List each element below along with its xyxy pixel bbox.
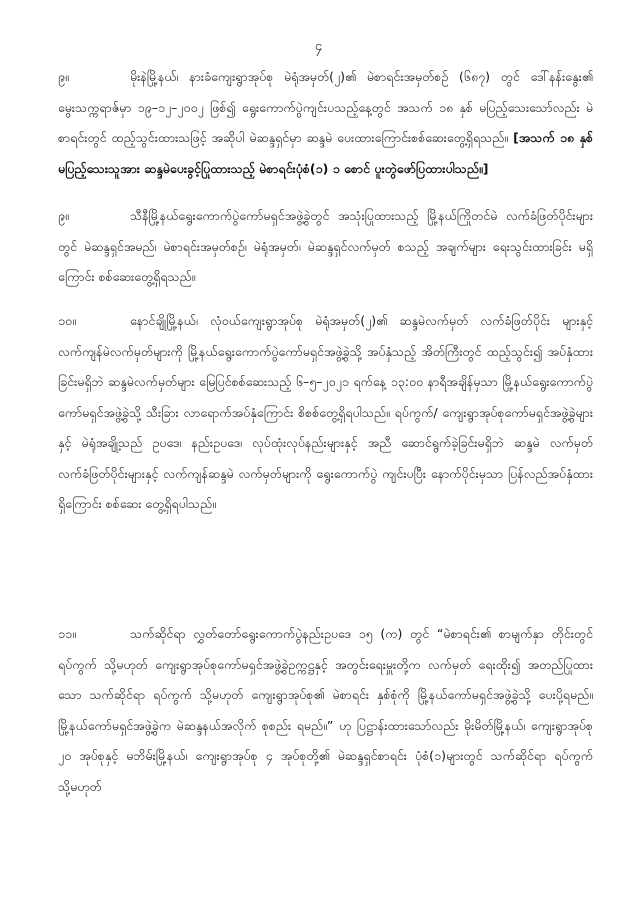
- paragraph-number: ၉။: [58, 69, 69, 84]
- paragraph-text: နောင်ချိုမြို့နယ်၊ လုံဝယ်ကျေးရွာအုပ်စု မဲရုံအမှတ်(၂)၏ ဆန္ဒမဲလက်မှတ် လက်ခံဖြတ်ပိုင်း များနှင့် လက်ကျန်မဲလက်မှတ်များကို မြို့နယ်ရွေးကောက်ပွဲကော်မရှင်အဖွဲ့ခွဲသို့ အပ်နှံသည့် အိတ်ကြီးတွင် ထည့်သွင်း၍ အပ်နှံထားခြင်းမရှိဘဲ ဆန္ဒမဲလက်မှတ်များ မြေပြင်စစ်ဆေးသည့် ၆–၅–၂၀၂၁ ရက်နေ့ ၁၃:၀၀ နာရီအချိန်မှသာ မြို့နယ်ရွေးကောက်ပွဲ ကော်မရှင်အဖွဲ့ခွဲသို့ သီးခြား လာရောက်အပ်နှံကြောင်း စိစစ်တွေ့ရှိရပါသည်။ ရပ်ကွက်/ ကျေးရွာအုပ်စုကော်မရှင်အဖွဲ့ခွဲများနှင့် မဲရုံအချို့သည် ဥပဒေ၊ နည်းဥပဒေ၊ လုပ်ထုံးလုပ်နည်းများနှင့် အညီ ဆောင်ရွက်ခဲ့ခြင်းမရှိဘဲ ဆန္ဒမဲ လက်မှတ်လက်ခံဖြတ်ပိုင်းများနှင့် လက်ကျန်ဆန္ဒမဲ လက်မှတ်များကို ရွေးကောက်ပွဲ ကျင်းပပြီး နောက်ပိုင်းမှသာ ပြန်လည်အပ်နှံထားရှိကြောင်း စစ်ဆေး တွေ့ရှိရပါသည်။: [58, 313, 593, 511]
- paragraph-text: သက်ဆိုင်ရာ လွှတ်တော်ရွေးကောက်ပွဲနည်းဥပဒေ ၁၅ (က) တွင် “မဲစာရင်း၏ စာမျက်နှာ တိုင်းတွင် ရပ်ကွက် သို့မဟုတ် ကျေးရွာအုပ်စုကော်မရှင်အဖွဲ့ခွဲဥက္ကဋ္ဌနှင့် အတွင်းရေးမှူးတို့က လက်မှတ် ရေးထိုး၍ အတည်ပြုထားသော သက်ဆိုင်ရာ ရပ်ကွက် သို့မဟုတ် ကျေးရွာအုပ်စု၏ မဲစာရင်း နှစ်စုံကို မြို့နယ်ကော်မရှင်အဖွဲ့ခွဲသို့ ပေးပို့ရမည်။ မြို့နယ်ကော်မရှင်အဖွဲ့ခွဲက မဲဆန္ဒနယ်အလိုက် စုစည်း ရမည်။” ဟု ပြဋ္ဌာန်းထားသော်လည်း မိုးမိတ်မြို့နယ်၊ ကျေးရွာအုပ်စု ၂၀ အုပ်စုနှင့် မဘိမ်းမြို့နယ်၊ ကျေးရွာအုပ်စု ၄ အုပ်စုတို့၏ မဲဆန္ဒရှင်စာရင်း ပုံစံ(၁)များတွင် သက်ဆိုင်ရာ ရပ်ကွက် သို့မဟုတ်: [58, 626, 593, 794]
- paragraph-number: ၁၀။: [58, 313, 76, 328]
- paragraph-9b: [58, 201, 593, 293]
- paragraph-9: [58, 62, 593, 184]
- paragraph-11: [58, 619, 593, 802]
- paragraph-bold-note: [အသက် ၁၈ နှစ် မပြည့်သေးသူအား ဆန္ဒမဲပေးခွင့်ပြုထားသည့် မဲစာရင်းပုံစံ(၁) ၁ စောင် ပူးတွဲဖော်ပြထားပါသည်။]: [58, 130, 593, 176]
- paragraph-text: မိုးနဲမြို့နယ်၊ နားခံကျေးရွာအုပ်စု မဲရုံအမှတ်(၂)၏ မဲစာရင်းအမှတ်စဉ် (၆၈၇) တွင် ဒေါ်နန်းနွေး၏ မွေးသက္ကရာဇ်မှာ ၁၉–၁၂–၂၀၀၂ ဖြစ်၍ ရွေးကောက်ပွဲကျင်းပသည့်နေ့တွင် အသက် ၁၈ နှစ် မပြည့်သေးသော်လည်း မဲစာရင်းတွင် ထည့်သွင်းထားသဖြင့် အဆိုပါ မဲဆန္ဒရှင်မှာ ဆန္ဒမဲ ပေးထားကြောင်းစစ်ဆေးတွေ့ရှိရသည်။: [58, 69, 593, 145]
- paragraph-text: သီနီမြို့နယ်ရွေးကောက်ပွဲကော်မရှင်အဖွဲ့ခွဲတွင် အသုံးပြုထားသည့် မြို့နယ်ကြိုတင်မဲ လက်ခံဖြတ်ပိုင်းများတွင် မဲဆန္ဒရှင်အမည်၊ မဲစာရင်းအမှတ်စဉ်၊ မဲရုံအမှတ်၊ မဲဆန္ဒရှင်လက်မှတ် စသည့် အချက်များ ရေးသွင်းထားခြင်း မရှိကြောင်း စစ်ဆေးတွေ့ရှိရသည်။: [58, 208, 593, 284]
- paragraph-number: ၁၁။: [58, 626, 76, 641]
- paragraph-number: ၉။: [58, 208, 69, 223]
- page-number: ၄: [314, 39, 323, 54]
- paragraph-10: [58, 306, 593, 520]
